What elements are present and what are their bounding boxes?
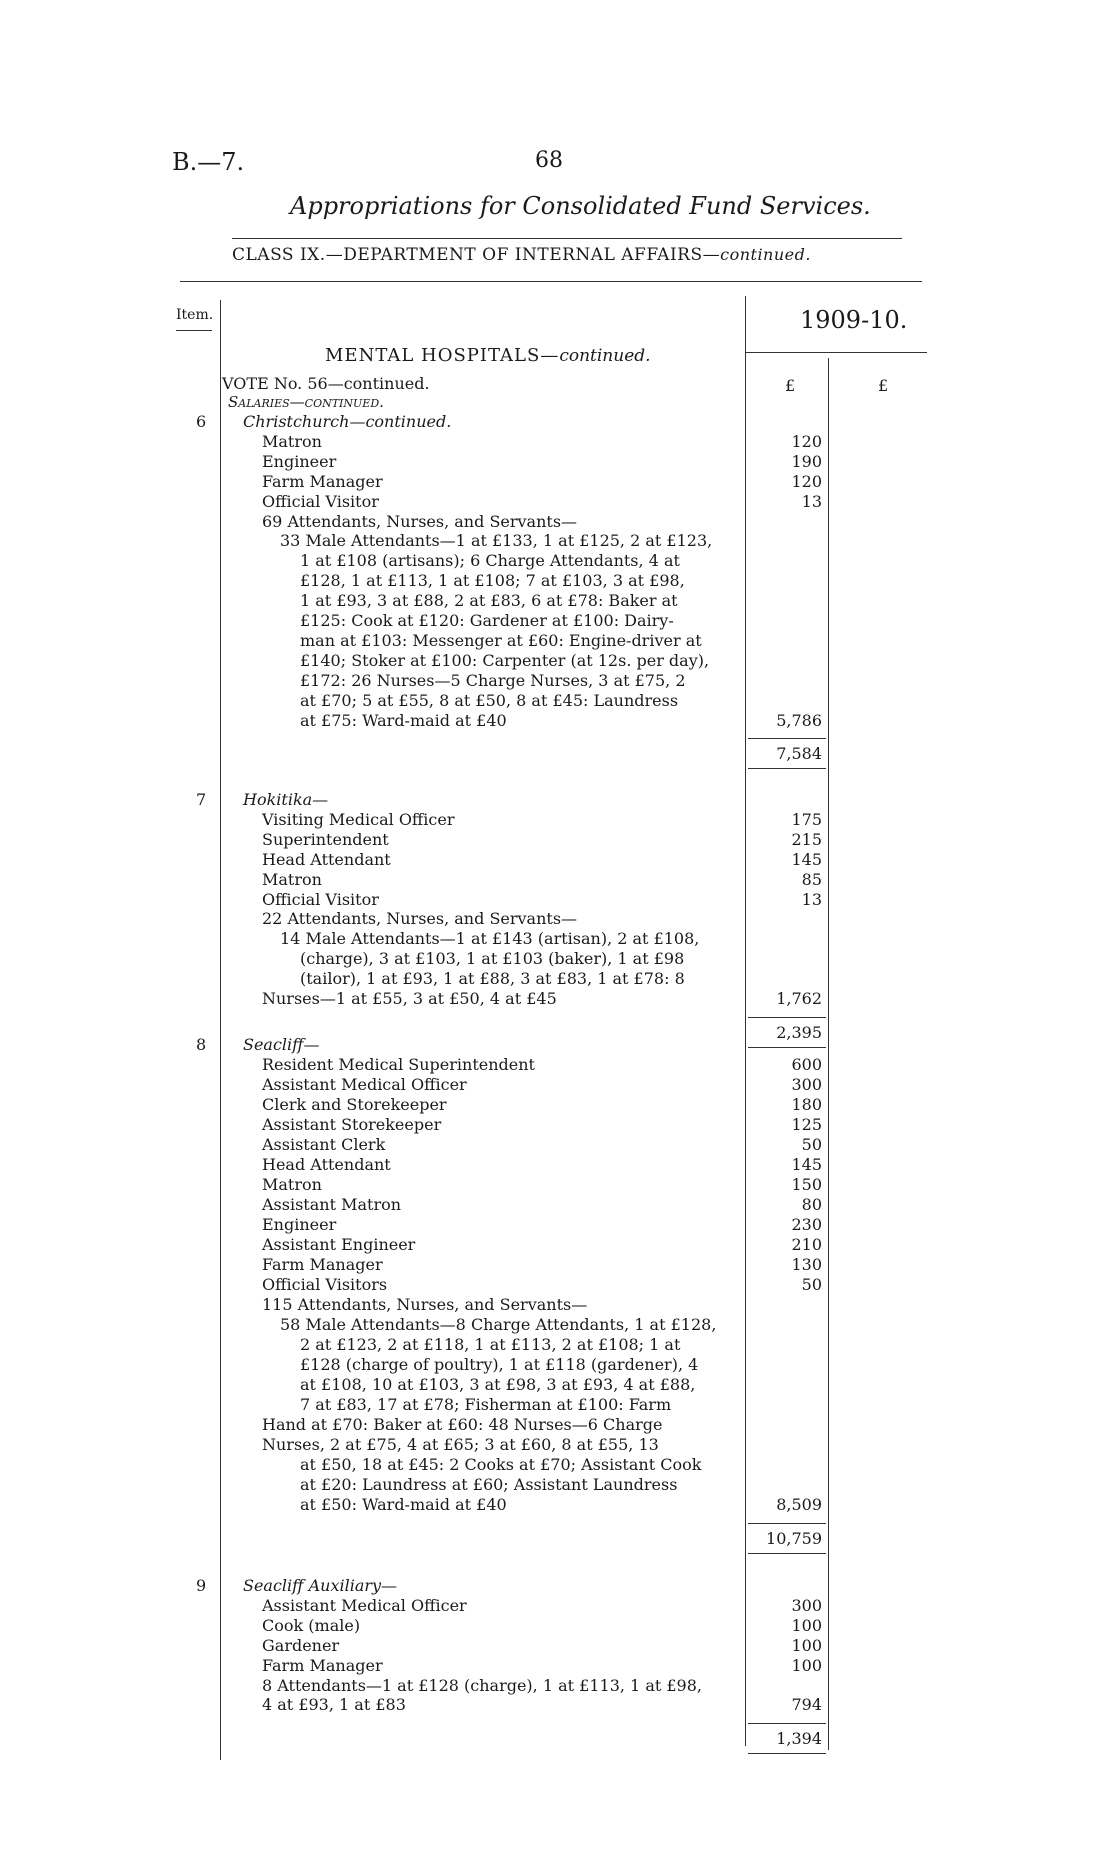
entry-amount: 120 (791, 431, 822, 451)
entry-text: Engineer (262, 451, 337, 471)
entry-amount: 100 (791, 1655, 822, 1675)
entry-text: Official Visitor (262, 889, 379, 909)
entry-text: at £70; 5 at £55, 8 at £50, 8 at £45: Laundress (300, 690, 679, 710)
item-heading: Christchurch—continued. (243, 412, 452, 431)
entry-text: (charge), 3 at £103, 1 at £103 (baker), 1 at £98 (300, 949, 685, 969)
item-heading: Hokitika— (243, 790, 329, 809)
entry-text: Farm Manager (262, 1655, 383, 1675)
entry-text: man at £103: Messenger at £60: Engine-driver at (300, 630, 702, 650)
entry-text: Official Visitors (262, 1275, 388, 1294)
entry-amount: 120 (791, 471, 822, 491)
entry-text: Hand at £70: Baker at £60: 48 Nurses—6 Charge (262, 1415, 663, 1434)
entry-amount: 230 (791, 1215, 822, 1234)
entry-amount: 794 (791, 1695, 822, 1715)
entry-text: 1 at £108 (artisans); 6 Charge Attendants, 4 at (300, 551, 680, 571)
entry-text: Assistant Storekeeper (262, 1115, 442, 1134)
subtotal-rule (748, 1723, 826, 1724)
class-heading-text: CLASS IX.—DEPARTMENT OF INTERNAL AFFAIRS— (232, 245, 721, 265)
entry-text: 2 at £123, 2 at £118, 1 at £113, 2 at £108; 1 at (300, 1335, 681, 1354)
entry-text: at £20: Laundress at £60; Assistant Laundress (300, 1475, 678, 1494)
entry-amount: 300 (791, 1595, 822, 1615)
total-rule (748, 1753, 826, 1754)
entry-text: £128, 1 at £113, 1 at £108; 7 at £103, 3 at £98, (300, 571, 685, 591)
pound-symbol-col2: £ (878, 376, 889, 395)
entry-text: Head Attendant (262, 849, 391, 869)
entry-text: Assistant Matron (262, 1195, 402, 1214)
item-number: 8 (196, 1035, 207, 1054)
entry-text: Visiting Medical Officer (262, 809, 455, 829)
entry-text: 8 Attendants—1 at £128 (charge), 1 at £113, 1 at £98, (262, 1675, 702, 1695)
entry-text: at £50, 18 at £45: 2 Cooks at £70; Assistant Cook (300, 1455, 702, 1474)
entry-text: Engineer (262, 1215, 337, 1234)
entry-amount: 5,786 (776, 710, 822, 730)
entry-text: Cook (male) (262, 1615, 361, 1635)
entry-text: Assistant Medical Officer (262, 1595, 467, 1615)
entry-text: £172: 26 Nurses—5 Charge Nurses, 3 at £75, 2 (300, 670, 686, 690)
item-number: 6 (196, 412, 207, 431)
entry-text: Farm Manager (262, 471, 383, 491)
item-number: 9 (196, 1576, 207, 1595)
entry-amount: 13 (801, 889, 822, 909)
document-reference: B.—7. (172, 148, 245, 176)
total-rule (748, 1553, 826, 1554)
entry-text: £140; Stoker at £100: Carpenter (at 12s. per day), (300, 650, 710, 670)
page-number: 68 (535, 148, 563, 173)
year-heading: 1909-10. (800, 306, 908, 334)
page-title: Appropriations for Consolidated Fund Services. (290, 192, 871, 220)
entry-text: Farm Manager (262, 1255, 383, 1274)
pound-symbol-col1: £ (785, 376, 796, 395)
entry-amount: 180 (791, 1095, 822, 1114)
entry-text: Official Visitor (262, 491, 379, 511)
entry-text: Clerk and Storekeeper (262, 1095, 447, 1114)
item-column-label: Item. (176, 307, 214, 323)
entry-amount: 145 (791, 1155, 822, 1174)
entry-amount: 80 (801, 1195, 822, 1214)
entry-amount: 190 (791, 451, 822, 471)
item-total: 2,395 (776, 1022, 822, 1042)
entry-text: Superintendent (262, 829, 389, 849)
entry-amount: 50 (801, 1275, 822, 1294)
total-rule (748, 1047, 826, 1048)
entry-text: Matron (262, 1175, 322, 1194)
item-total: 1,394 (776, 1729, 822, 1749)
section-title-suffix: continued. (559, 346, 651, 366)
subtotal-rule (748, 1017, 826, 1018)
entry-amount: 215 (791, 829, 822, 849)
entry-text: Assistant Clerk (262, 1135, 386, 1154)
entry-amount: 100 (791, 1615, 822, 1635)
entry-text: (tailor), 1 at £93, 1 at £88, 3 at £83, 1 at £78: 8 (300, 969, 685, 989)
salaries-line: Salaries—continued. (228, 393, 384, 411)
entry-amount: 300 (791, 1075, 822, 1094)
entry-text: 115 Attendants, Nurses, and Servants— (262, 1295, 588, 1314)
section-title-text: MENTAL HOSPITALS— (325, 345, 560, 366)
entry-text: 7 at £83, 17 at £78; Fisherman at £100: Farm (300, 1395, 672, 1414)
entry-amount: 150 (791, 1175, 822, 1194)
entry-text: Matron (262, 869, 322, 889)
item-number: 7 (196, 790, 207, 809)
entry-text: 69 Attendants, Nurses, and Servants— (262, 511, 578, 531)
entry-amount: 175 (791, 809, 822, 829)
entry-amount: 600 (791, 1055, 822, 1074)
entry-text: Matron (262, 431, 322, 451)
entry-amount: 50 (801, 1135, 822, 1154)
entry-amount: 85 (801, 869, 822, 889)
entry-text: 22 Attendants, Nurses, and Servants— (262, 909, 578, 929)
entry-amount: 1,762 (776, 989, 822, 1008)
total-rule (748, 768, 826, 769)
entry-text: Head Attendant (262, 1155, 391, 1174)
entry-text: Gardener (262, 1635, 340, 1655)
entry-text: £128 (charge of poultry), 1 at £118 (gardener), 4 (300, 1355, 699, 1374)
subtotal-rule (748, 738, 826, 739)
entry-text: 33 Male Attendants—1 at £133, 1 at £125, 2 at £123, (280, 531, 713, 551)
entry-text: Nurses—1 at £55, 3 at £50, 4 at £45 (262, 989, 557, 1008)
item-total: 10,759 (766, 1529, 822, 1548)
entry-text: 1 at £93, 3 at £88, 2 at £83, 6 at £78: Baker at (300, 591, 678, 611)
entry-amount: 8,509 (776, 1495, 822, 1514)
entry-text: at £108, 10 at £103, 3 at £98, 3 at £93, 4 at £88, (300, 1375, 696, 1394)
entry-amount: 210 (791, 1235, 822, 1254)
entry-text: Assistant Engineer (262, 1235, 416, 1254)
entry-text: 58 Male Attendants—8 Charge Attendants, 1 at £128, (280, 1315, 717, 1334)
class-heading-suffix: continued. (720, 245, 811, 264)
item-total: 7,584 (776, 744, 822, 764)
entry-amount: 130 (791, 1255, 822, 1274)
vote-line: VOTE No. 56—continued. (222, 374, 430, 393)
entry-amount: 100 (791, 1635, 822, 1655)
entry-amount: 13 (801, 491, 822, 511)
entry-text: Nurses, 2 at £75, 4 at £65; 3 at £60, 8 at £55, 13 (262, 1435, 659, 1454)
entry-amount: 125 (791, 1115, 822, 1134)
entry-text: £125: Cook at £120: Gardener at £100: Dairy- (300, 611, 674, 630)
item-heading: Seacliff Auxiliary— (243, 1576, 398, 1595)
entry-text: 4 at £93, 1 at £83 (262, 1695, 406, 1715)
subtotal-rule (748, 1523, 826, 1524)
entry-text: at £50: Ward-maid at £40 (300, 1495, 507, 1514)
entry-amount: 145 (791, 849, 822, 869)
entry-text: at £75: Ward-maid at £40 (300, 710, 507, 730)
entry-text: Assistant Medical Officer (262, 1075, 467, 1094)
entry-text: Resident Medical Superintendent (262, 1055, 535, 1074)
item-heading: Seacliff— (243, 1035, 320, 1054)
entry-text: 14 Male Attendants—1 at £143 (artisan), 2 at £108, (280, 929, 700, 949)
